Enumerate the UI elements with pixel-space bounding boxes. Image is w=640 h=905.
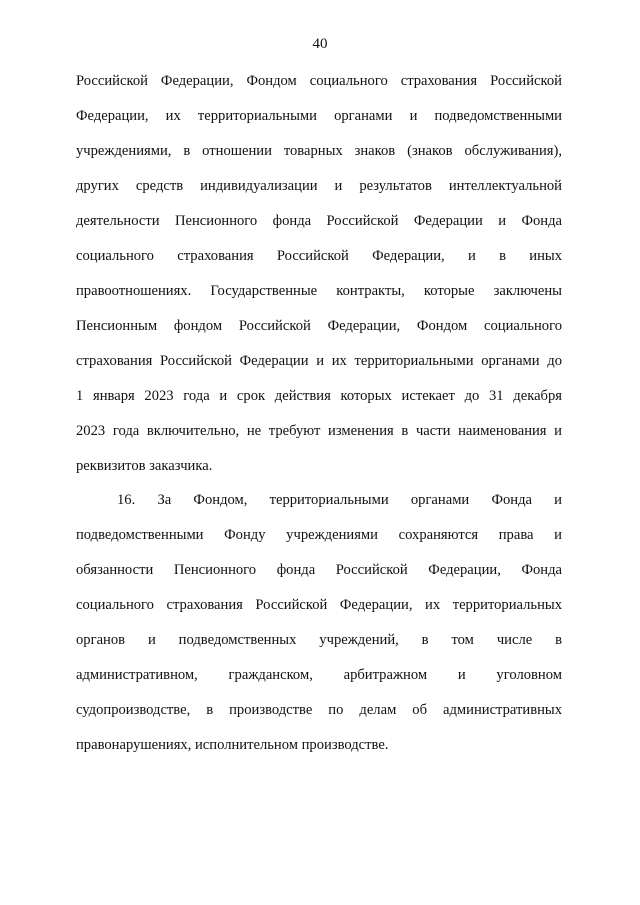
paragraph-2-line: органов и подведомственных учреждений, в том числе в	[76, 632, 562, 648]
paragraph-1-line: правоотношениях. Государственные контракты, которые заключены	[76, 283, 562, 299]
paragraph-1-line: 1 января 2023 года и срок действия которых истекает до 31 декабря	[76, 388, 562, 404]
paragraph-2-line: социального страхования Российской Федерации, их территориальных	[76, 597, 562, 613]
paragraph-2-line: 16. За Фондом, территориальными органами Фонда и	[117, 492, 562, 508]
paragraph-1-line: страхования Российской Федерации и их территориальными органами до	[76, 353, 562, 369]
paragraph-1-line: учреждениями, в отношении товарных знаков (знаков обслуживания),	[76, 143, 562, 159]
paragraph-1-line: Федерации, их территориальными органами и подведомственными	[76, 108, 562, 124]
paragraph-1-line: социального страхования Российской Федерации, и в иных	[76, 248, 562, 264]
paragraph-1-line: Пенсионным фондом Российской Федерации, Фондом социального	[76, 318, 562, 334]
paragraph-1-line: других средств индивидуализации и результатов интеллектуальной	[76, 178, 562, 194]
paragraph-1-line: деятельности Пенсионного фонда Российской Федерации и Фонда	[76, 213, 562, 229]
paragraph-2-line: судопроизводстве, в производстве по делам об административных	[76, 702, 562, 718]
paragraph-2-line: правонарушениях, исполнительном производстве.	[76, 737, 389, 753]
paragraph-2-line: обязанности Пенсионного фонда Российской Федерации, Фонда	[76, 562, 562, 578]
paragraph-2-line: подведомственными Фонду учреждениями сохраняются права и	[76, 527, 562, 543]
paragraph-1-line: Российской Федерации, Фондом социального страхования Российской	[76, 73, 562, 89]
paragraph-1-line: 2023 года включительно, не требуют изменения в части наименования и	[76, 423, 562, 439]
paragraph-1-line: реквизитов заказчика.	[76, 458, 213, 474]
page-number: 40	[312, 36, 328, 52]
paragraph-2-line: административном, гражданском, арбитражном и уголовном	[76, 667, 562, 683]
